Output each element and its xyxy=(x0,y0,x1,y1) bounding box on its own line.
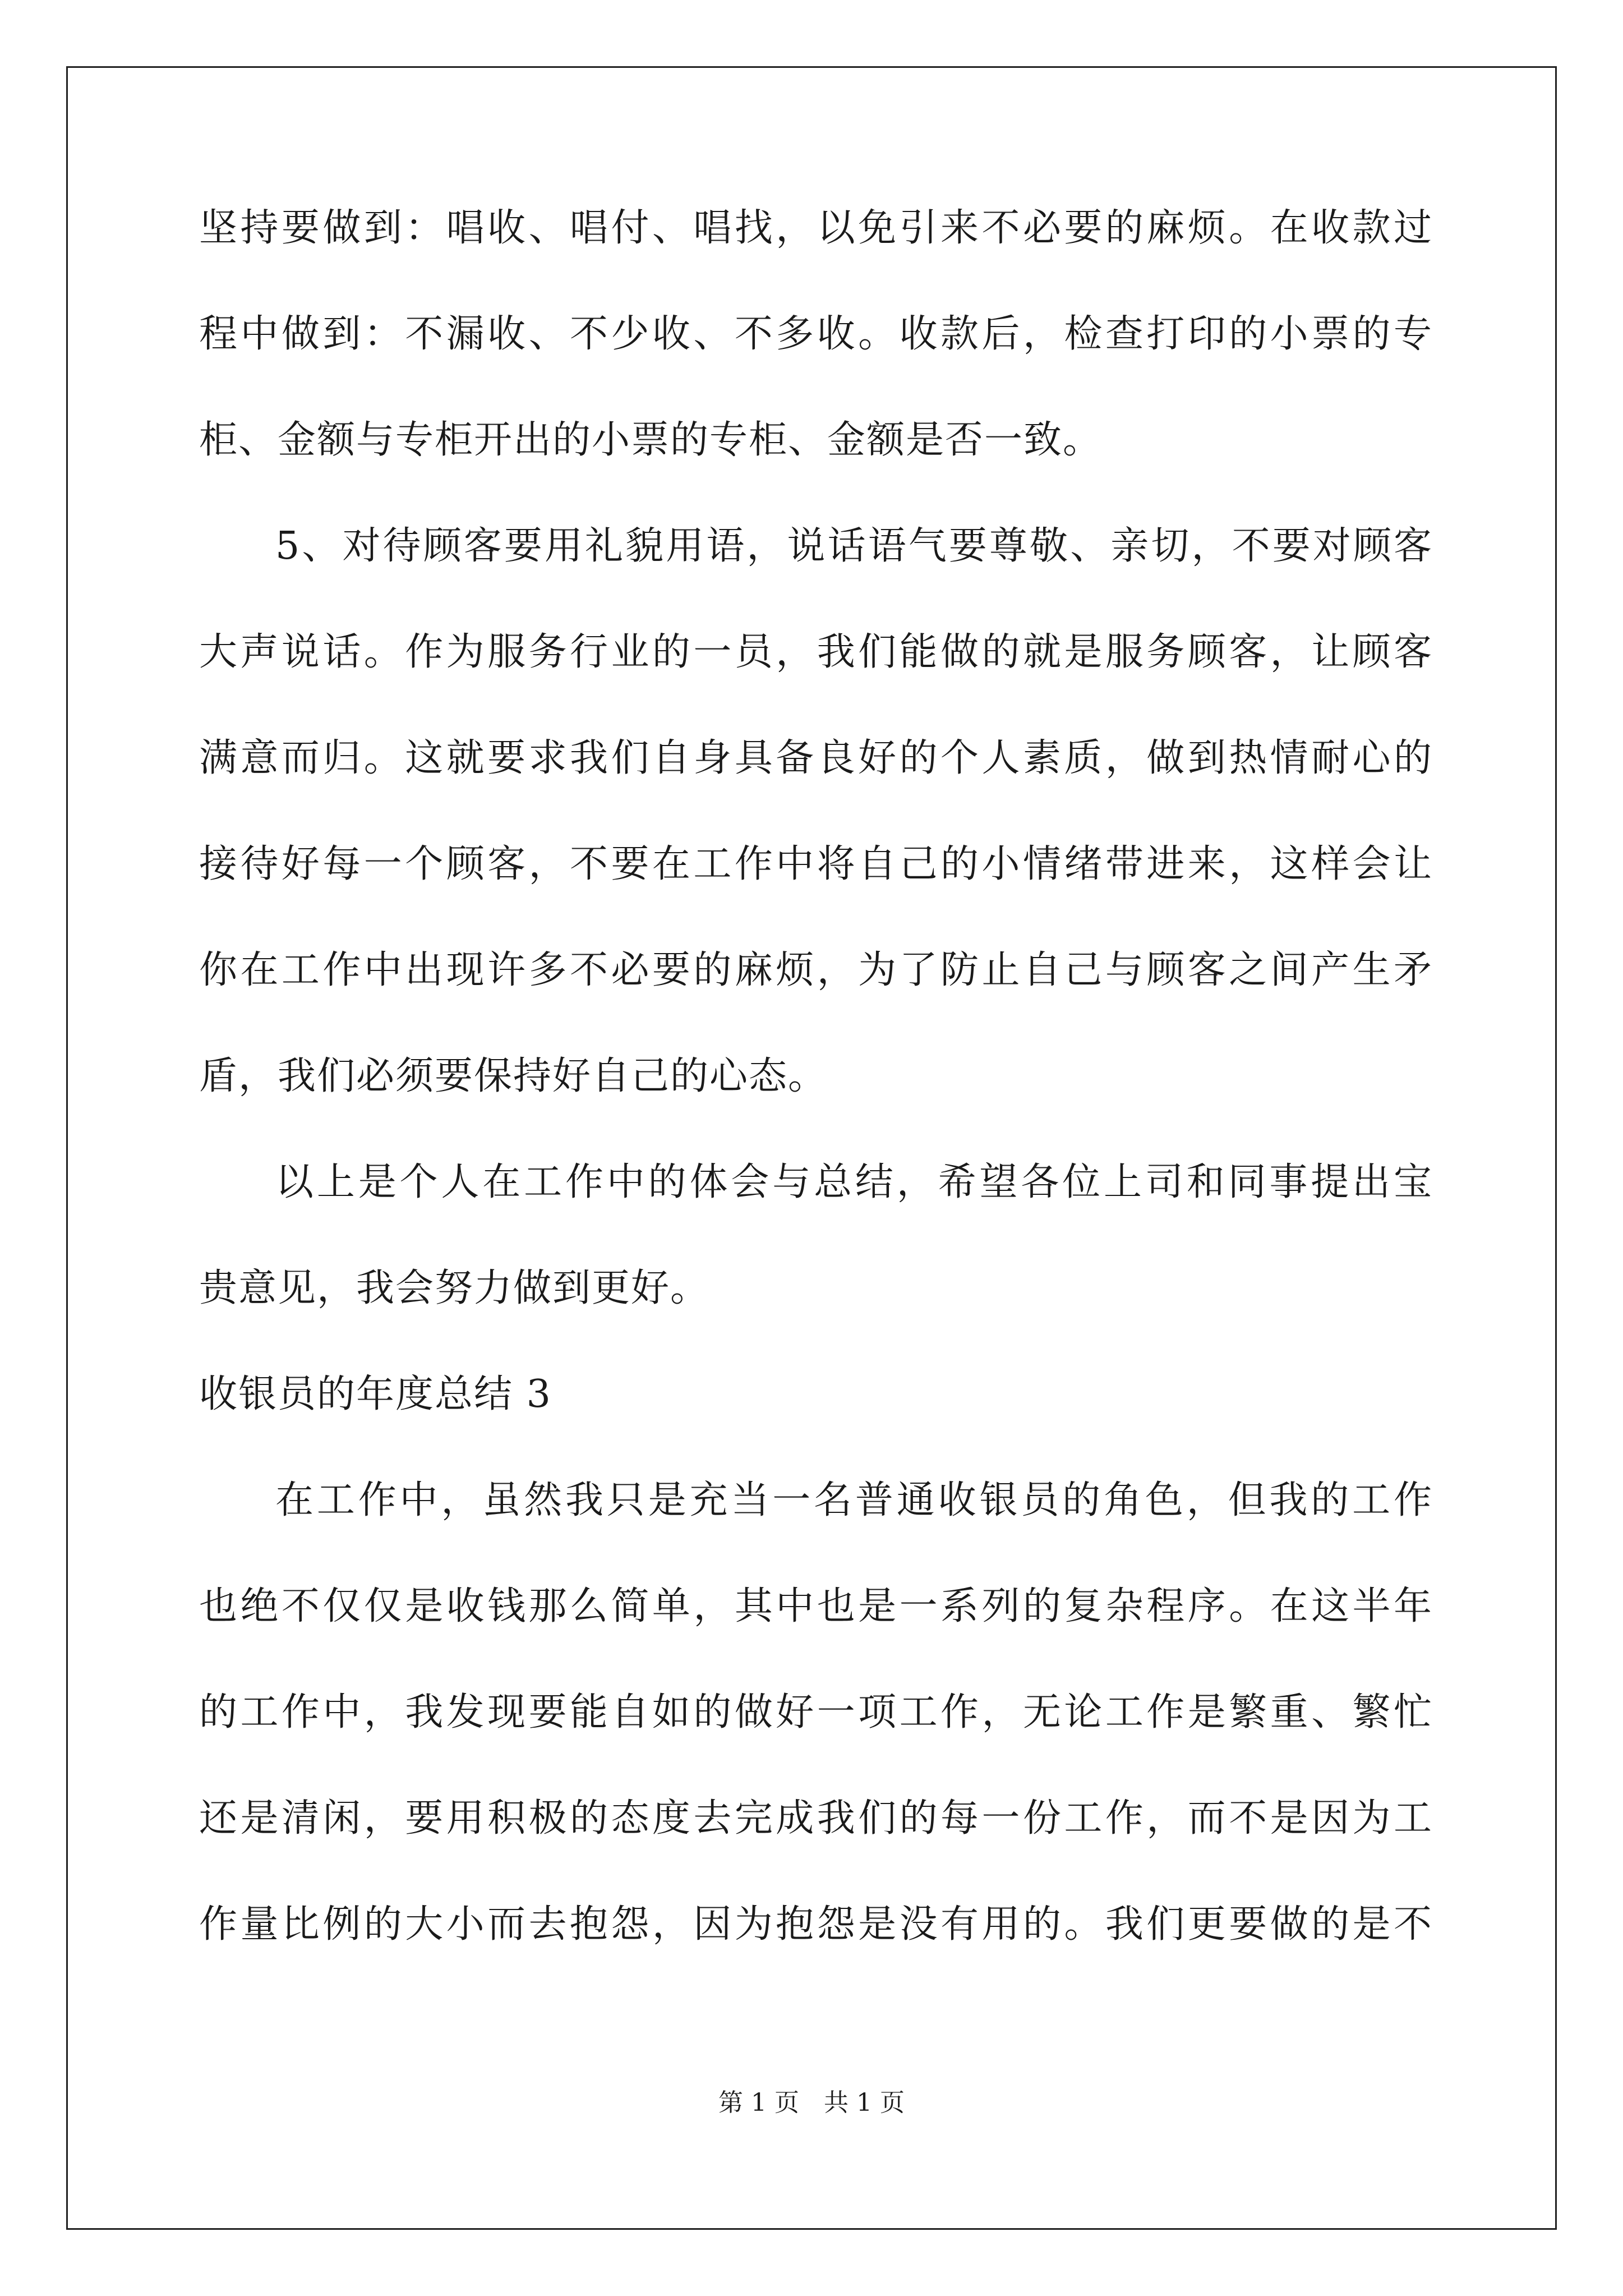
text-line: 大声说话。作为服务行业的一员，我们能做的就是服务顾客，让顾客 xyxy=(199,630,1433,674)
page-footer: 第 1 页 共 1 页 xyxy=(718,2088,905,2117)
text-line: 也绝不仅仅是收钱那么简单，其中也是一系列的复杂程序。在这半年 xyxy=(199,1584,1433,1628)
section-heading: 收银员的年度总结 3 xyxy=(199,1372,552,1416)
text-line: 接待好每一个顾客，不要在工作中将自己的小情绪带进来，这样会让 xyxy=(199,842,1433,886)
paragraph-start-line: 在工作中，虽然我只是充当一名普通收银员的角色，但我的工作 xyxy=(275,1478,1433,1522)
text-line: 程中做到：不漏收、不少收、不多收。收款后，检查打印的小票的专 xyxy=(199,312,1433,356)
text-line: 柜、金额与专柜开出的小票的专柜、金额是否一致。 xyxy=(199,418,1103,462)
paragraph-start-line: 5、对待顾客要用礼貌用语，说话语气要尊敬、亲切，不要对顾客 xyxy=(275,524,1433,568)
text-line: 盾，我们必须要保持好自己的心态。 xyxy=(199,1054,828,1098)
text-line: 的工作中，我发现要能自如的做好一项工作，无论工作是繁重、繁忙 xyxy=(199,1690,1433,1734)
text-line: 作量比例的大小而去抱怨，因为抱怨是没有用的。我们更要做的是不 xyxy=(199,1902,1433,1947)
text-line: 贵意见，我会努力做到更好。 xyxy=(199,1266,710,1310)
text-line: 还是清闲，要用积极的态度去完成我们的每一份工作，而不是因为工 xyxy=(199,1796,1433,1841)
paragraph-start-line: 以上是个人在工作中的体会与总结，希望各位上司和同事提出宝 xyxy=(275,1160,1433,1204)
text-line: 坚持要做到：唱收、唱付、唱找，以免引来不必要的麻烦。在收款过 xyxy=(199,206,1433,250)
text-line: 你在工作中出现许多不必要的麻烦，为了防止自己与顾客之间产生矛 xyxy=(199,948,1433,992)
text-line: 满意而归。这就要求我们自身具备良好的个人素质，做到热情耐心的 xyxy=(199,736,1433,780)
